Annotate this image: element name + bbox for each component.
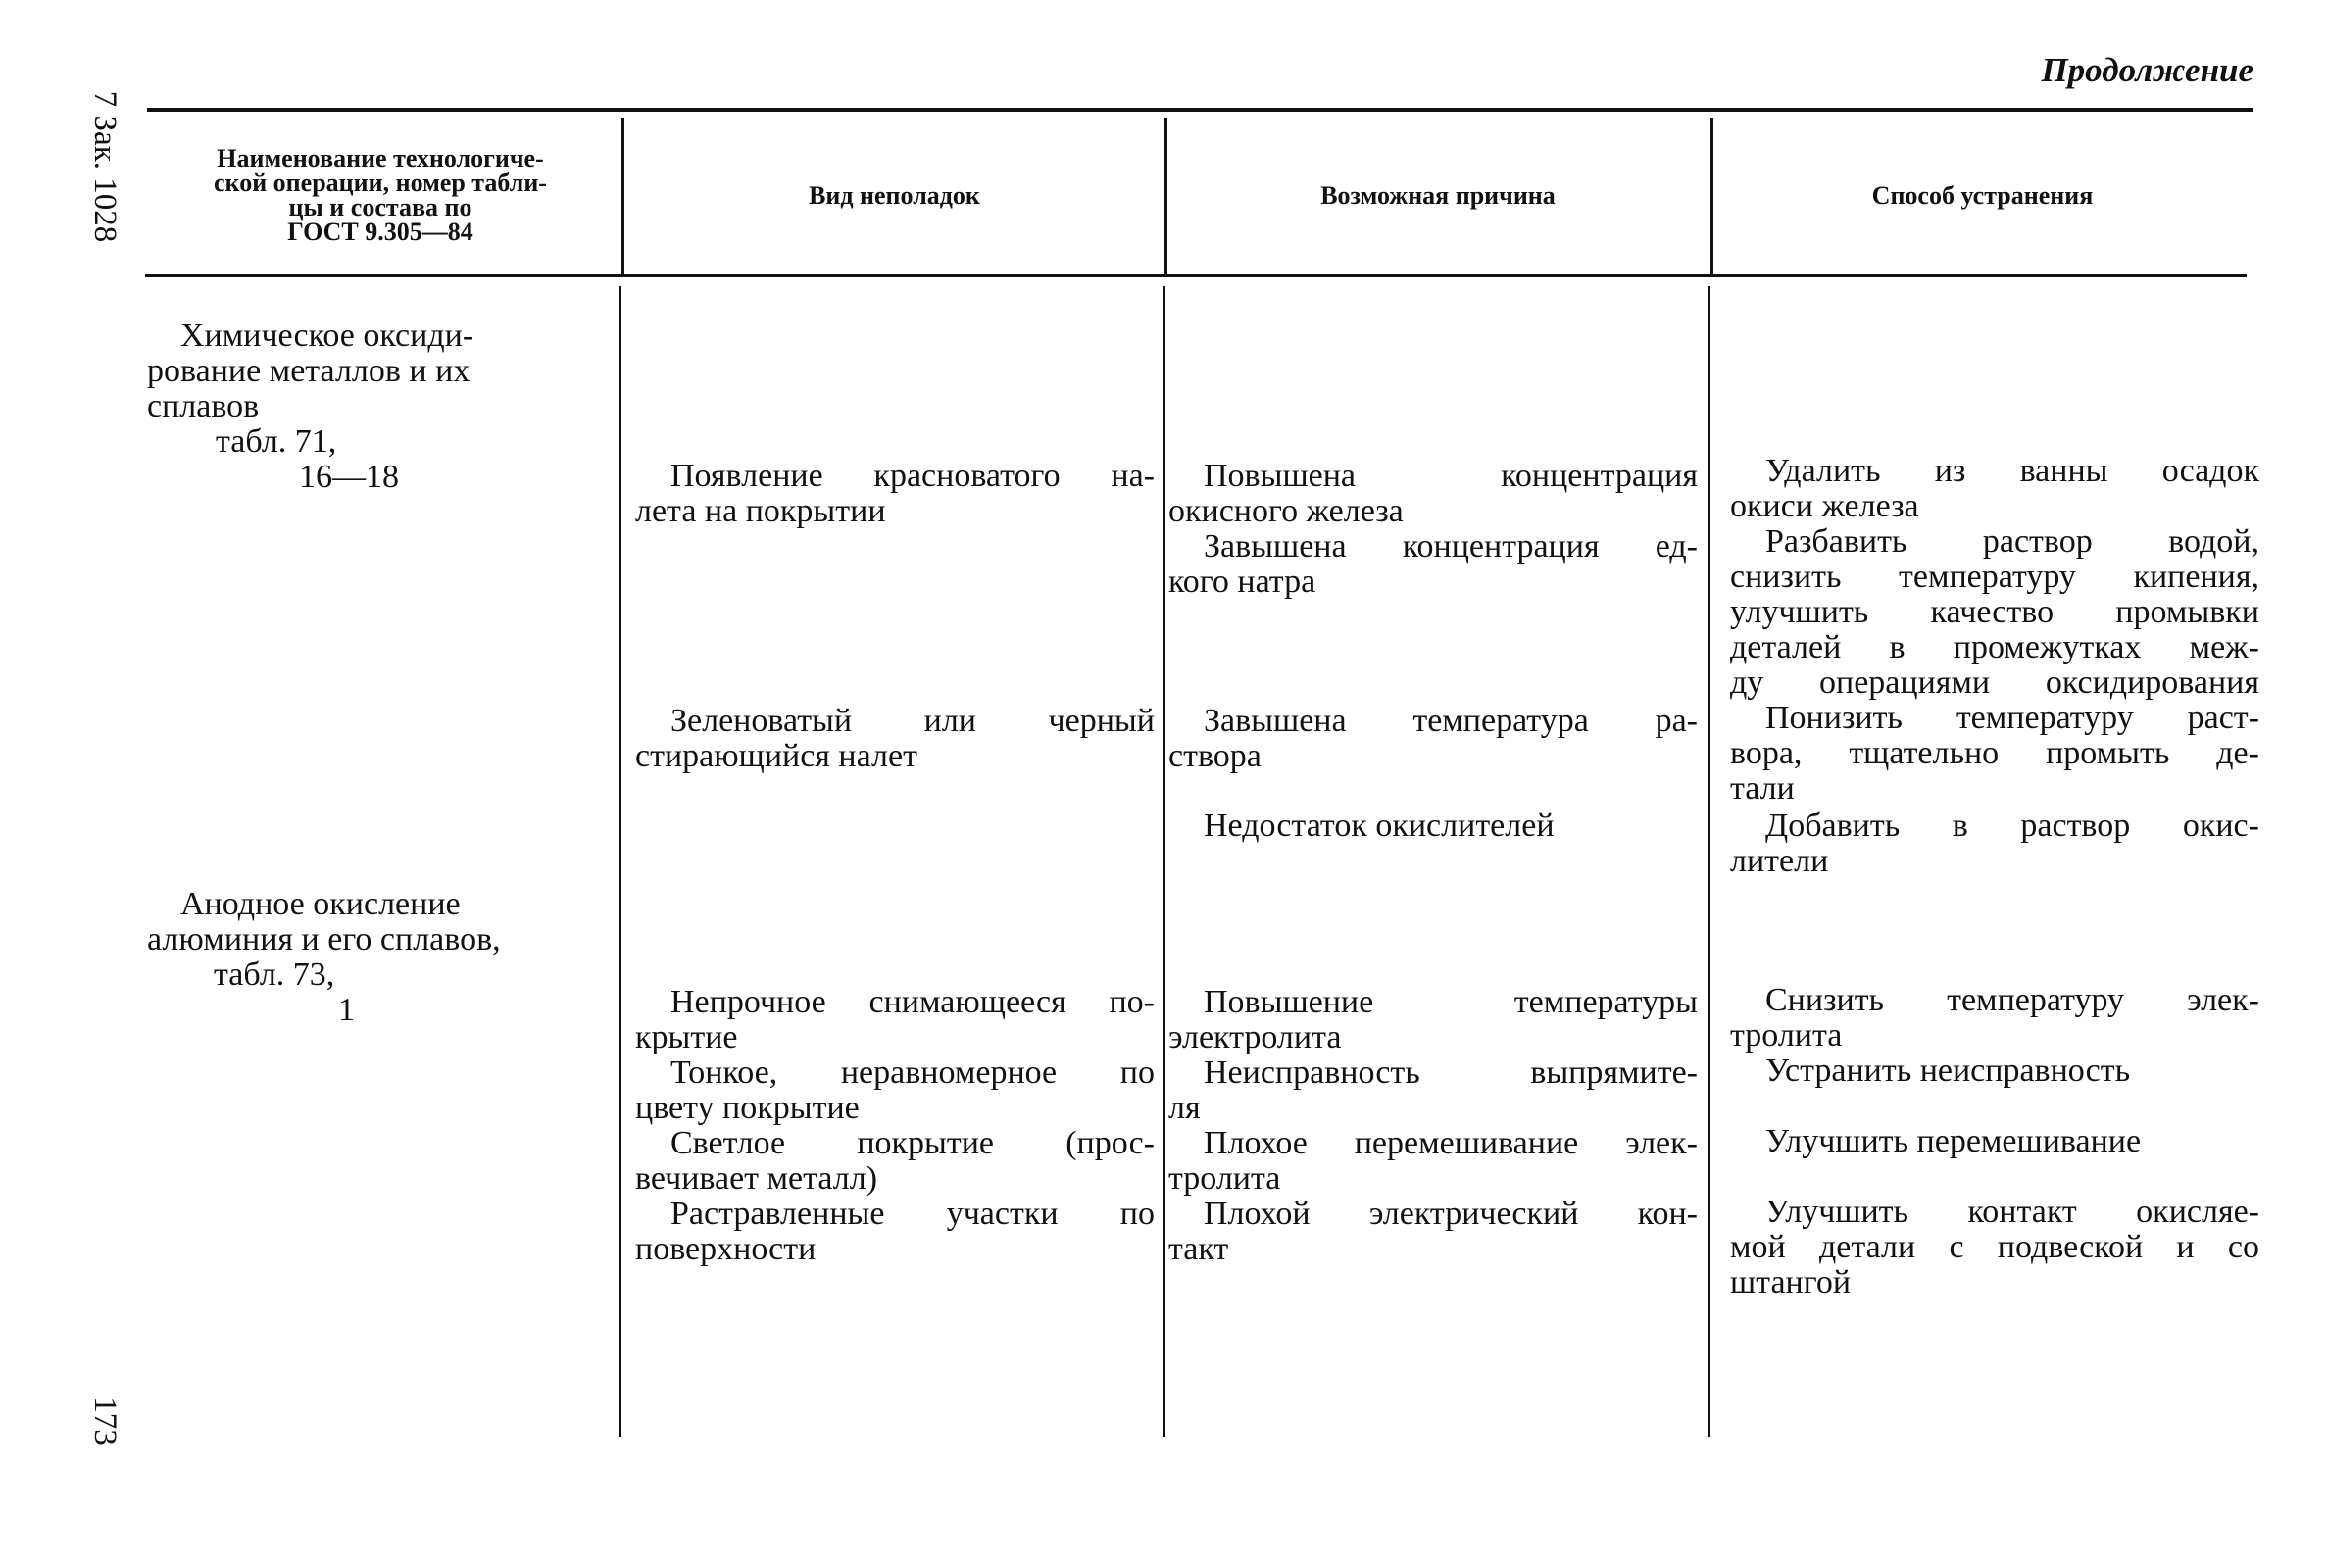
remedy-item: Удалить из ванны осадок окиси железа xyxy=(1730,453,2259,524)
column-divider-1 xyxy=(621,118,624,276)
word: в xyxy=(1889,629,1906,665)
continuation-label: Продолжение xyxy=(2041,51,2253,89)
word: из xyxy=(1934,453,1966,489)
word: оксидирования xyxy=(2045,664,2259,701)
defect-item: Тонкое, неравномерное по цвету покрытие xyxy=(635,1054,1155,1126)
word: мой xyxy=(1730,1229,1786,1265)
word: осадок xyxy=(2161,453,2259,489)
word: Удалить xyxy=(1765,453,1881,489)
word: Растравленные xyxy=(670,1196,885,1232)
word: неравномерное xyxy=(840,1054,1058,1091)
word: Завышена xyxy=(1204,528,1347,564)
word: вора, xyxy=(1730,735,1803,771)
word: на- xyxy=(1111,458,1155,494)
header-operation: Наименование технологиче- ской операции, номер табли- цы и состава по ГОСТ 9.305—84 xyxy=(214,144,547,246)
remedy-item: Устранить неисправность xyxy=(1765,1053,2131,1089)
cause-item: Неисправность выпрямите- ля xyxy=(1168,1054,1698,1126)
word: Плохой xyxy=(1204,1196,1311,1232)
word: меж- xyxy=(2189,629,2259,665)
column-divider-2 xyxy=(1164,118,1167,276)
word: раствор xyxy=(1982,523,2093,560)
column-divider-3-body xyxy=(1708,286,1710,1437)
word: промежутках xyxy=(1953,629,2142,665)
table-top-rule xyxy=(147,108,2253,112)
word: подвеской xyxy=(1997,1229,2144,1265)
remedy-item: Улучшить контакт окисляе- мой детали с подвеской и со штангой xyxy=(1730,1194,2259,1300)
word: кипения, xyxy=(2133,559,2259,595)
word: Улучшить xyxy=(1765,1194,1909,1230)
cause-item: Повышена концентрация окисного железа xyxy=(1168,458,1698,529)
word: кон- xyxy=(1637,1196,1698,1232)
word: по- xyxy=(1109,984,1155,1020)
word: Добавить xyxy=(1765,808,1901,844)
cause-item: Повышение температуры электролита xyxy=(1168,984,1698,1055)
word: контакт xyxy=(1967,1194,2077,1230)
cause-item: Завышена концентрация ед- кого натра xyxy=(1168,528,1698,600)
word: черный xyxy=(1048,703,1155,739)
word: Повышение xyxy=(1204,984,1374,1020)
word: Неисправность xyxy=(1204,1054,1420,1091)
word: температуру xyxy=(1947,982,2125,1018)
word: окис- xyxy=(2182,808,2259,844)
word: Разбавить xyxy=(1765,523,1907,560)
word: ду xyxy=(1730,664,1764,701)
word: перемешивание xyxy=(1354,1125,1579,1161)
word: Плохое xyxy=(1204,1125,1308,1161)
cause-item: Плохой электрический кон- такт xyxy=(1168,1196,1698,1267)
header-cause: Возможная причина xyxy=(1320,180,1556,210)
word: концентрация xyxy=(1402,528,1600,564)
cause-item: Плохое перемешивание элек- тролита xyxy=(1168,1125,1698,1197)
word: Снизить xyxy=(1765,982,1885,1018)
word: температуры xyxy=(1513,984,1698,1020)
word: улучшить xyxy=(1730,594,1869,630)
defect-item: Светлое покрытие (прос- вечивает металл) xyxy=(635,1125,1155,1197)
remedy-item xyxy=(1730,524,2259,701)
word: в xyxy=(1952,808,1968,844)
word: тщательно xyxy=(1849,735,2000,771)
remedy-item: Понизить температуру раст- вора, тщательно промыть де- тали xyxy=(1730,700,2259,807)
word: Зеленоватый xyxy=(670,703,853,739)
word: снимающееся xyxy=(868,984,1066,1020)
word: Непрочное xyxy=(670,984,826,1020)
word: водой, xyxy=(2168,523,2259,560)
word: электрический xyxy=(1368,1196,1579,1232)
word: по xyxy=(1119,1196,1155,1232)
word: и xyxy=(2176,1229,2195,1265)
word: Тонкое, xyxy=(670,1054,778,1091)
word: концентрация xyxy=(1501,458,1698,494)
word: Появление xyxy=(670,458,823,494)
word: выпрямите- xyxy=(1530,1054,1698,1091)
word: де- xyxy=(2216,735,2259,771)
word: температуру xyxy=(1956,700,2134,736)
word: элек- xyxy=(1625,1125,1698,1161)
word: ед- xyxy=(1655,528,1698,564)
word: участки xyxy=(946,1196,1059,1232)
word: температуру xyxy=(1899,559,2076,595)
page-number: 173 xyxy=(87,1396,123,1446)
word: Завышена xyxy=(1204,703,1347,739)
word: Светлое xyxy=(670,1125,786,1161)
word: или xyxy=(923,703,976,739)
word: с xyxy=(1949,1229,1964,1265)
word: промывки xyxy=(2115,594,2259,630)
word: снизить xyxy=(1730,559,1842,595)
defect-item: Непрочное снимающееся по- крытие xyxy=(635,984,1155,1055)
word: покрытие xyxy=(857,1125,995,1161)
column-divider-3 xyxy=(1710,118,1713,276)
word: температура xyxy=(1412,703,1589,739)
remedy-item: Снизить температуру элек- тролита xyxy=(1730,982,2259,1054)
word: раст- xyxy=(2187,700,2259,736)
word: (прос- xyxy=(1065,1125,1155,1161)
column-divider-2-body xyxy=(1163,286,1165,1437)
word: раствор xyxy=(2020,808,2131,844)
operation-anodic-oxidation: Анодное окисление алюминия и его сплавов, табл. 73, 1 xyxy=(147,886,501,1028)
defect-item: Появление красноватого на- лета на покрытии xyxy=(635,458,1155,529)
word: ра- xyxy=(1655,703,1698,739)
defect-item: Зеленоватый или черный стирающийся налет xyxy=(635,703,1155,774)
remedy-item: Улучшить перемешивание xyxy=(1765,1123,2142,1159)
word: деталей xyxy=(1730,629,1842,665)
word: Понизить xyxy=(1765,700,1903,736)
word: Повышена xyxy=(1204,458,1357,494)
word: элек- xyxy=(2187,982,2259,1018)
cause-item: Недостаток окислителей xyxy=(1204,808,1555,844)
column-divider-1-body xyxy=(619,286,621,1437)
remedy-item: Добавить в раствор окис- лители xyxy=(1730,808,2259,879)
word: со xyxy=(2227,1229,2259,1265)
word: по xyxy=(1119,1054,1155,1091)
defect-item: Растравленные участки по поверхности xyxy=(635,1196,1155,1267)
word: качество xyxy=(1930,594,2055,630)
side-sheet-label: 7 Зак. 1028 xyxy=(87,90,123,243)
cause-item: Завышена температура ра- створа xyxy=(1168,703,1698,774)
operation-chemical-oxidation: Химическое оксиди- рование металлов и их сплавов табл. 71, 16—18 xyxy=(147,318,474,495)
word: красноватого xyxy=(873,458,1061,494)
word: операциями xyxy=(1819,664,1991,701)
word: ванны xyxy=(2019,453,2108,489)
header-defect: Вид неполадок xyxy=(809,180,980,210)
header-remedy: Способ устранения xyxy=(1871,180,2094,210)
word: окисляе- xyxy=(2136,1194,2259,1230)
header-bottom-rule xyxy=(145,274,2247,277)
word: промыть xyxy=(2046,735,2170,771)
word: детали xyxy=(1818,1229,1916,1265)
